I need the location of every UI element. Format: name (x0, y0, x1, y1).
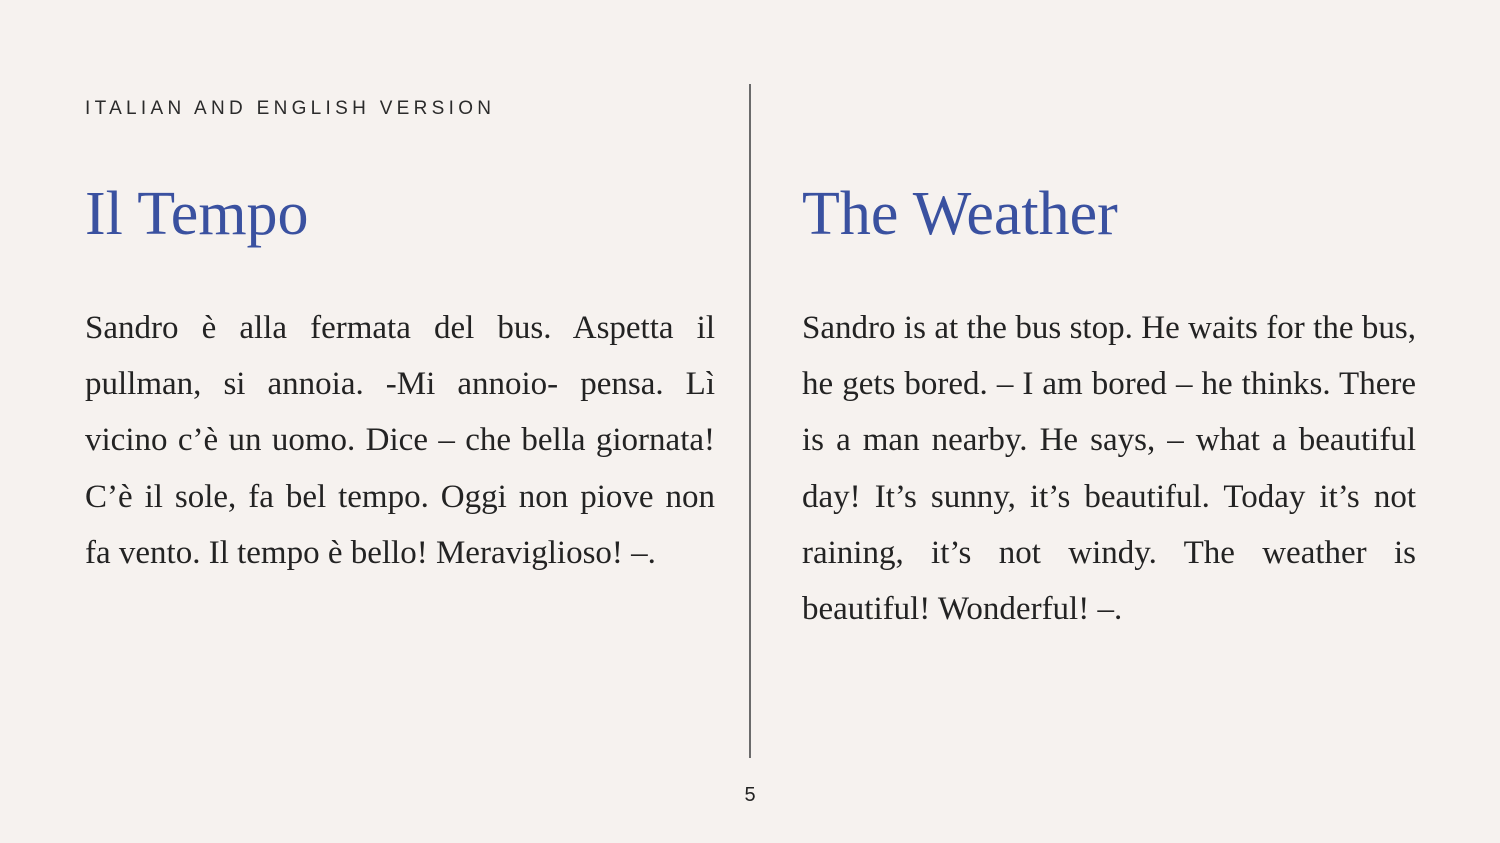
section-eyebrow: ITALIAN AND ENGLISH VERSION (85, 98, 496, 119)
column-divider (749, 84, 751, 758)
italian-body-text: Sandro è alla fermata del bus. Aspetta il pullman, si annoia. -Mi annoio- pensa. Lì vicino c’è un uomo. Dice – che bella giornata! C’è il sole, fa bel tempo. Oggi non piove non fa vento. Il tempo è bello! Meraviglioso! –. (85, 310, 715, 571)
italian-title: Il Tempo (85, 180, 309, 248)
english-body-text: Sandro is at the bus stop. He waits for the bus, he gets bored. – I am bored – he thinks. There is a man nearby. He says, – what a beautiful day! It’s sunny, it’s beautiful. Today it’s not raining, it’s not windy. The weather is beautiful! Wonderful! –. (802, 310, 1416, 628)
page-number: 5 (744, 784, 756, 806)
english-title: The Weather (802, 180, 1118, 248)
